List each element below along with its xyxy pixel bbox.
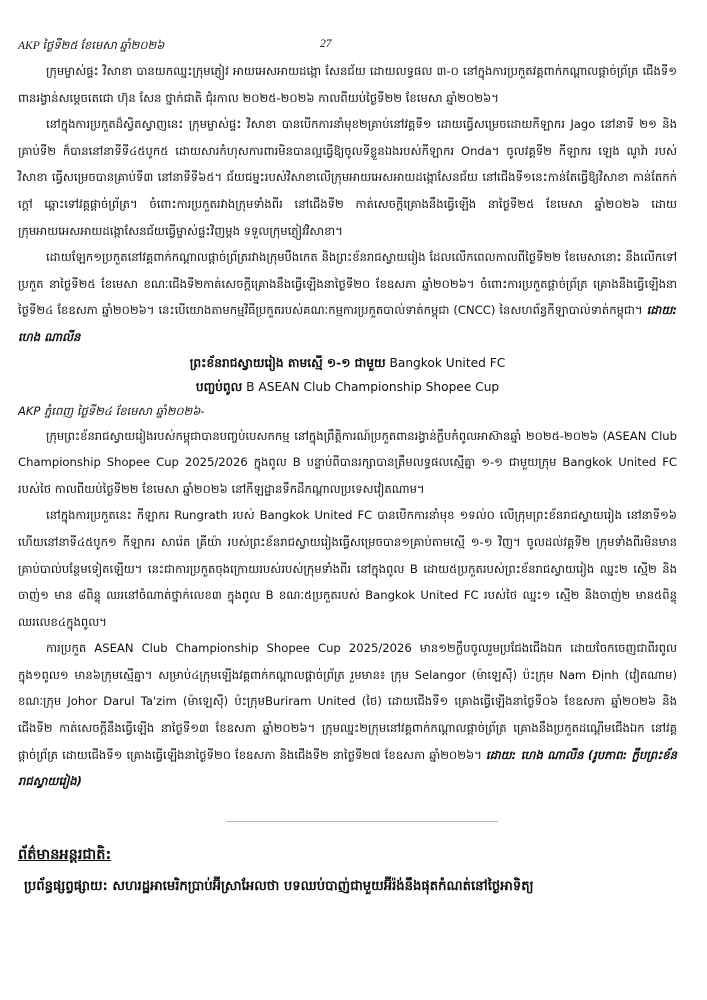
international-news-section (18, 844, 677, 898)
header-dateline: AKP ថ្ងៃទី២៥ ខែមេសា ឆ្នាំ២០២៦ (18, 40, 165, 52)
story1-paragraph-3 (18, 244, 677, 350)
story2-title-line-1 (18, 351, 677, 375)
section-heading: ព័ត៌មានអន្តរជាតិ: (18, 846, 112, 863)
story-visakha (18, 58, 677, 351)
story2-paragraph-2: នៅក្នុងការប្រកួតនេះ កីឡាករ Rungrath របស់ Bangkok United FC បានបើកការនាំមុខ ១ទល់០ លើក្រុមព្រះខ័នរាជស្វាយរៀង នៅនាទី១៦ ហើយនៅនាទី៤៥បូក១ កីឡាករ សារ៉េត គ្រីយ៉ា របស់ព្រះខ័នរាជស្វាយរៀងធ្វើសម្រេចបាន១គ្រាប់តាមស្មើ ១-១ វិញ។ ចូលដល់វគ្គទី២ ក្រុមទាំងពីរមិនមានគ្រាប់បាល់បន្ថែមទៀតឡើយ។ នេះជាការប្រកួតចុងក្រោយរបស់របស់ក្រុមទាំងពីរ នៅក្នុងពូល B ដោយ៥ប្រកួតរបស់ព្រះខ័នរាជស្វាយរៀង ឈ្នះ២ ស្មើ២ និងចាញ់១ មាន ៨ពិន្ទុ ឈរនៅចំណាត់ថ្នាក់លេខ៣ ក្នុងពូល B ខណៈ៥ប្រកួតរបស់ Bangkok United FC របស់ថៃ ឈ្នះ១ ស្មើ២ និងចាញ់២ មាន៥ពិន្ទុ ឈរលេខ៤ក្នុងពូល។ (18, 508, 677, 629)
section-headline: ប្រព័ន្ធផ្សព្វផ្សាយ: សហរដ្ឋអាមេរិកប្រាប់អ៊ីស្រាអែលថា បទឈប់បាញ់ជាមួយអ៊ីរ៉ង់នឹងផុតកំណត់នៅថ្ងៃអាទិត្យ (24, 878, 534, 894)
page-header (18, 38, 677, 58)
story1-credit: ដោយ: ហេង ណាលីន (18, 303, 678, 344)
story2-paragraph-3 (18, 635, 677, 795)
story2-title-en-2: B ASEAN Club Championship Shopee Cup (246, 379, 500, 394)
story2-dateline: AKP ភ្នំពេញ ថ្ងៃទី២៤ ខែមេសា ឆ្នាំ២០២៦- (18, 403, 205, 418)
story2-title-line-2 (18, 375, 677, 399)
story1-paragraph-3-text: ដោយឡែក១ប្រកួតនៅវគ្គពាក់កណ្តាលផ្តាច់ព្រ័ត្ររវាងក្រុមបឹងកេត និងព្រះខ័នរាជស្វាយរៀង ដែលលើកពេលកាលពីថ្ងៃទី២២ ខែមេសានោះ នឹងលើកទៅប្រកួត នាថ្ងៃទី២៥ ខែមេសា ខណៈជើងទី២កាត់សេចក្តីគ្រោងនឹងធ្វើឡើងនាថ្ងៃទី២០ ខែឧសភា ឆ្នាំ២០២៦។ ចំពោះការប្រកួតផ្តាច់ព្រ័ត្រ គ្រោងនឹងធ្វើឡើងនាថ្ងៃទី២៤ ខែឧសភា ឆ្នាំ២០២៦។ នេះបើយោងតាមកម្មវិធីប្រកួតរបស់គណៈកម្មការប្រកួតបាល់ទាត់កម្ពុជា (CNCC) នៃសហព័ន្ធកីឡាបាល់ទាត់កម្ពុជា។ (18, 250, 677, 318)
story2-title-kh-1: ព្រះខ័នរាជស្វាយរៀង តាមស្មើ ១-១ ជាមួយ (189, 355, 386, 370)
page-number: 27 (320, 38, 332, 50)
story1-paragraph-2: នៅក្នុងការប្រកួតដ៏ស្វិតស្វាញនេះ ក្រុមម្ចាស់ផ្ទះ វិសាខា បានបើកការនាំមុខ២គ្រាប់នៅវគ្គទី១ ដោយធ្វើសម្រេចដោយកីឡាករ Jago នៅនាទី ២១ និងគ្រាប់ទី២ ក៏បាននៅនាទីទី៤៥បូក៥ ដោយសារកំហុសការពារមិនបានល្អធ្វើឱ្យចូលទីខ្លួនឯងរបស់កីឡាករ Onda។ ចូលវគ្គទី២ កីឡាករ ឡេង ណូវ៉ា របស់វិសាខា ធ្វើសម្រេចបានគ្រាប់ទី៣ នៅនាទីទី៦៥។ ជ័យជម្នះរបស់វិសាខាលើក្រុមអាយអេសអាយដង្កោសែនជ័យ នៅជើងទី១នេះកាន់តែធ្វើឱ្យវិសាខា កាន់តែកក់ក្តៅ ឆ្ពោះទៅវគ្គផ្តាច់ព្រ័ត្រ។ ចំពោះការប្រកួតរវាងក្រុមទាំងពីរ នៅជើងទី២ កាត់សេចក្តីគ្រោងនឹងធ្វើឡើង នាថ្ងៃទី២៥ ខែមេសា ឆ្នាំ២០២៦ ដោយក្រុមអាយអេសអាយដង្កោសែនជ័យធ្វើម្ចាស់ផ្ទះវិញម្តង ទទួលក្រុមភ្ញៀវវិសាខា។ (18, 117, 677, 238)
story2-title-kh-2: បញ្ចប់ពូល (195, 379, 243, 394)
story2-title-en-1: Bangkok United FC (389, 355, 506, 370)
story2-credit: ដោយ: ហេង ណាលីន (រូបភាព: ក្លឹបព្រះខ័នរាជស្វាយរៀង) (18, 747, 678, 789)
story-svay-rieng (18, 351, 677, 795)
story2-paragraph-1: ក្រុមព្រះខ័នរាជស្វាយរៀងរបស់កម្ពុជាបានបញ្ចប់បេសកកម្ម នៅក្នុងព្រឹត្តិការណ៍ប្រកួតពានរង្វាន់ក្លឹបកំពូលអាស៊ានឆ្នាំ ២០២៥-២០២៦ (ASEAN Club Championship Shopee Cup 2025/2026 ក្នុងពូល B បន្ទាប់ពីបានរក្សាបានត្រឹមលទ្ធផលស្មើគ្នា ១-១ ជាមួយក្រុម Bangkok United FC របស់ថៃ កាលពីយប់ថ្ងៃទី២២ ខែមេសា ឆ្នាំ២០២៦ នៅកីឡដ្ឋានទឹកដីកណ្តាលប្រទេសវៀតណាម។ (18, 428, 677, 496)
story2-paragraph-3-text: ការប្រកួត ASEAN Club Championship Shopee Cup 2025/2026 មាន១២ក្លឹបចូលរួមប្រជែងជើងឯក ដោយចែកចេញជាពីរពូល ក្នុង១ពូល១ មាន៦ក្រុមស្មើគ្នា។ សម្រាប់៤ក្រុមឡើងវគ្គពាក់កណ្តាលផ្តាច់ព្រ័ត្រ រួមមាន៖ ក្រុម Selangor (ម៉ាឡេស៊ី) ប៉ះក្រុម Nam Định (វៀតណាម) ខណៈក្រុម Johor Darul Ta'zim (ម៉ាឡេស៊ី) ប៉ះក្រុមBuriram United (ថៃ) ដោយជើងទី១ គ្រោងធ្វើឡើងនាថ្ងៃទី០៦ ខែឧសភា ឆ្នាំ២០២៦ និងជើងទី២ កាត់សេចក្តីនឹងធ្វើឡើង នាថ្ងៃទី១៣ ខែឧសភា ឆ្នាំ២០២៦។ ក្រុមឈ្នះ២ក្រុមនៅវគ្គពាក់កណ្តាលផ្តាច់ព្រ័ត្រ គ្រោងនឹងប្រកួតដណ្តើមជើងឯក នៅវគ្គផ្តាច់ព្រ័ត្រ ដោយជើងទី១ គ្រោងធ្វើឡើងនាថ្ងៃទី២០ ខែឧសភា និងជើងទី២ នាថ្ងៃទី២៧ ខែឧសភា ឆ្នាំ២០២៦។ (18, 641, 677, 762)
section-divider (226, 821, 498, 822)
story1-paragraph-1: ក្រុមម្ចាស់ផ្ទះ វិសាខា បានយកឈ្នះក្រុមភ្ញៀវ អាយអេសអាយដង្កោ សែនជ័យ ដោយលទ្ធផល ៣-០ នៅក្នុងការប្រកួតវគ្គពាក់កណ្តាលផ្តាច់ព្រ័ត្រ ជើងទី១ ពានរង្វាន់សម្តេចតេជោ ហ៊ុន សែន ថ្នាក់ជាតិ ជុំរកាល ២០២៥-២០២៦ កាលពីយប់ថ្ងៃទី២២ ខែមេសា ឆ្នាំ២០២៦។ (18, 64, 677, 105)
